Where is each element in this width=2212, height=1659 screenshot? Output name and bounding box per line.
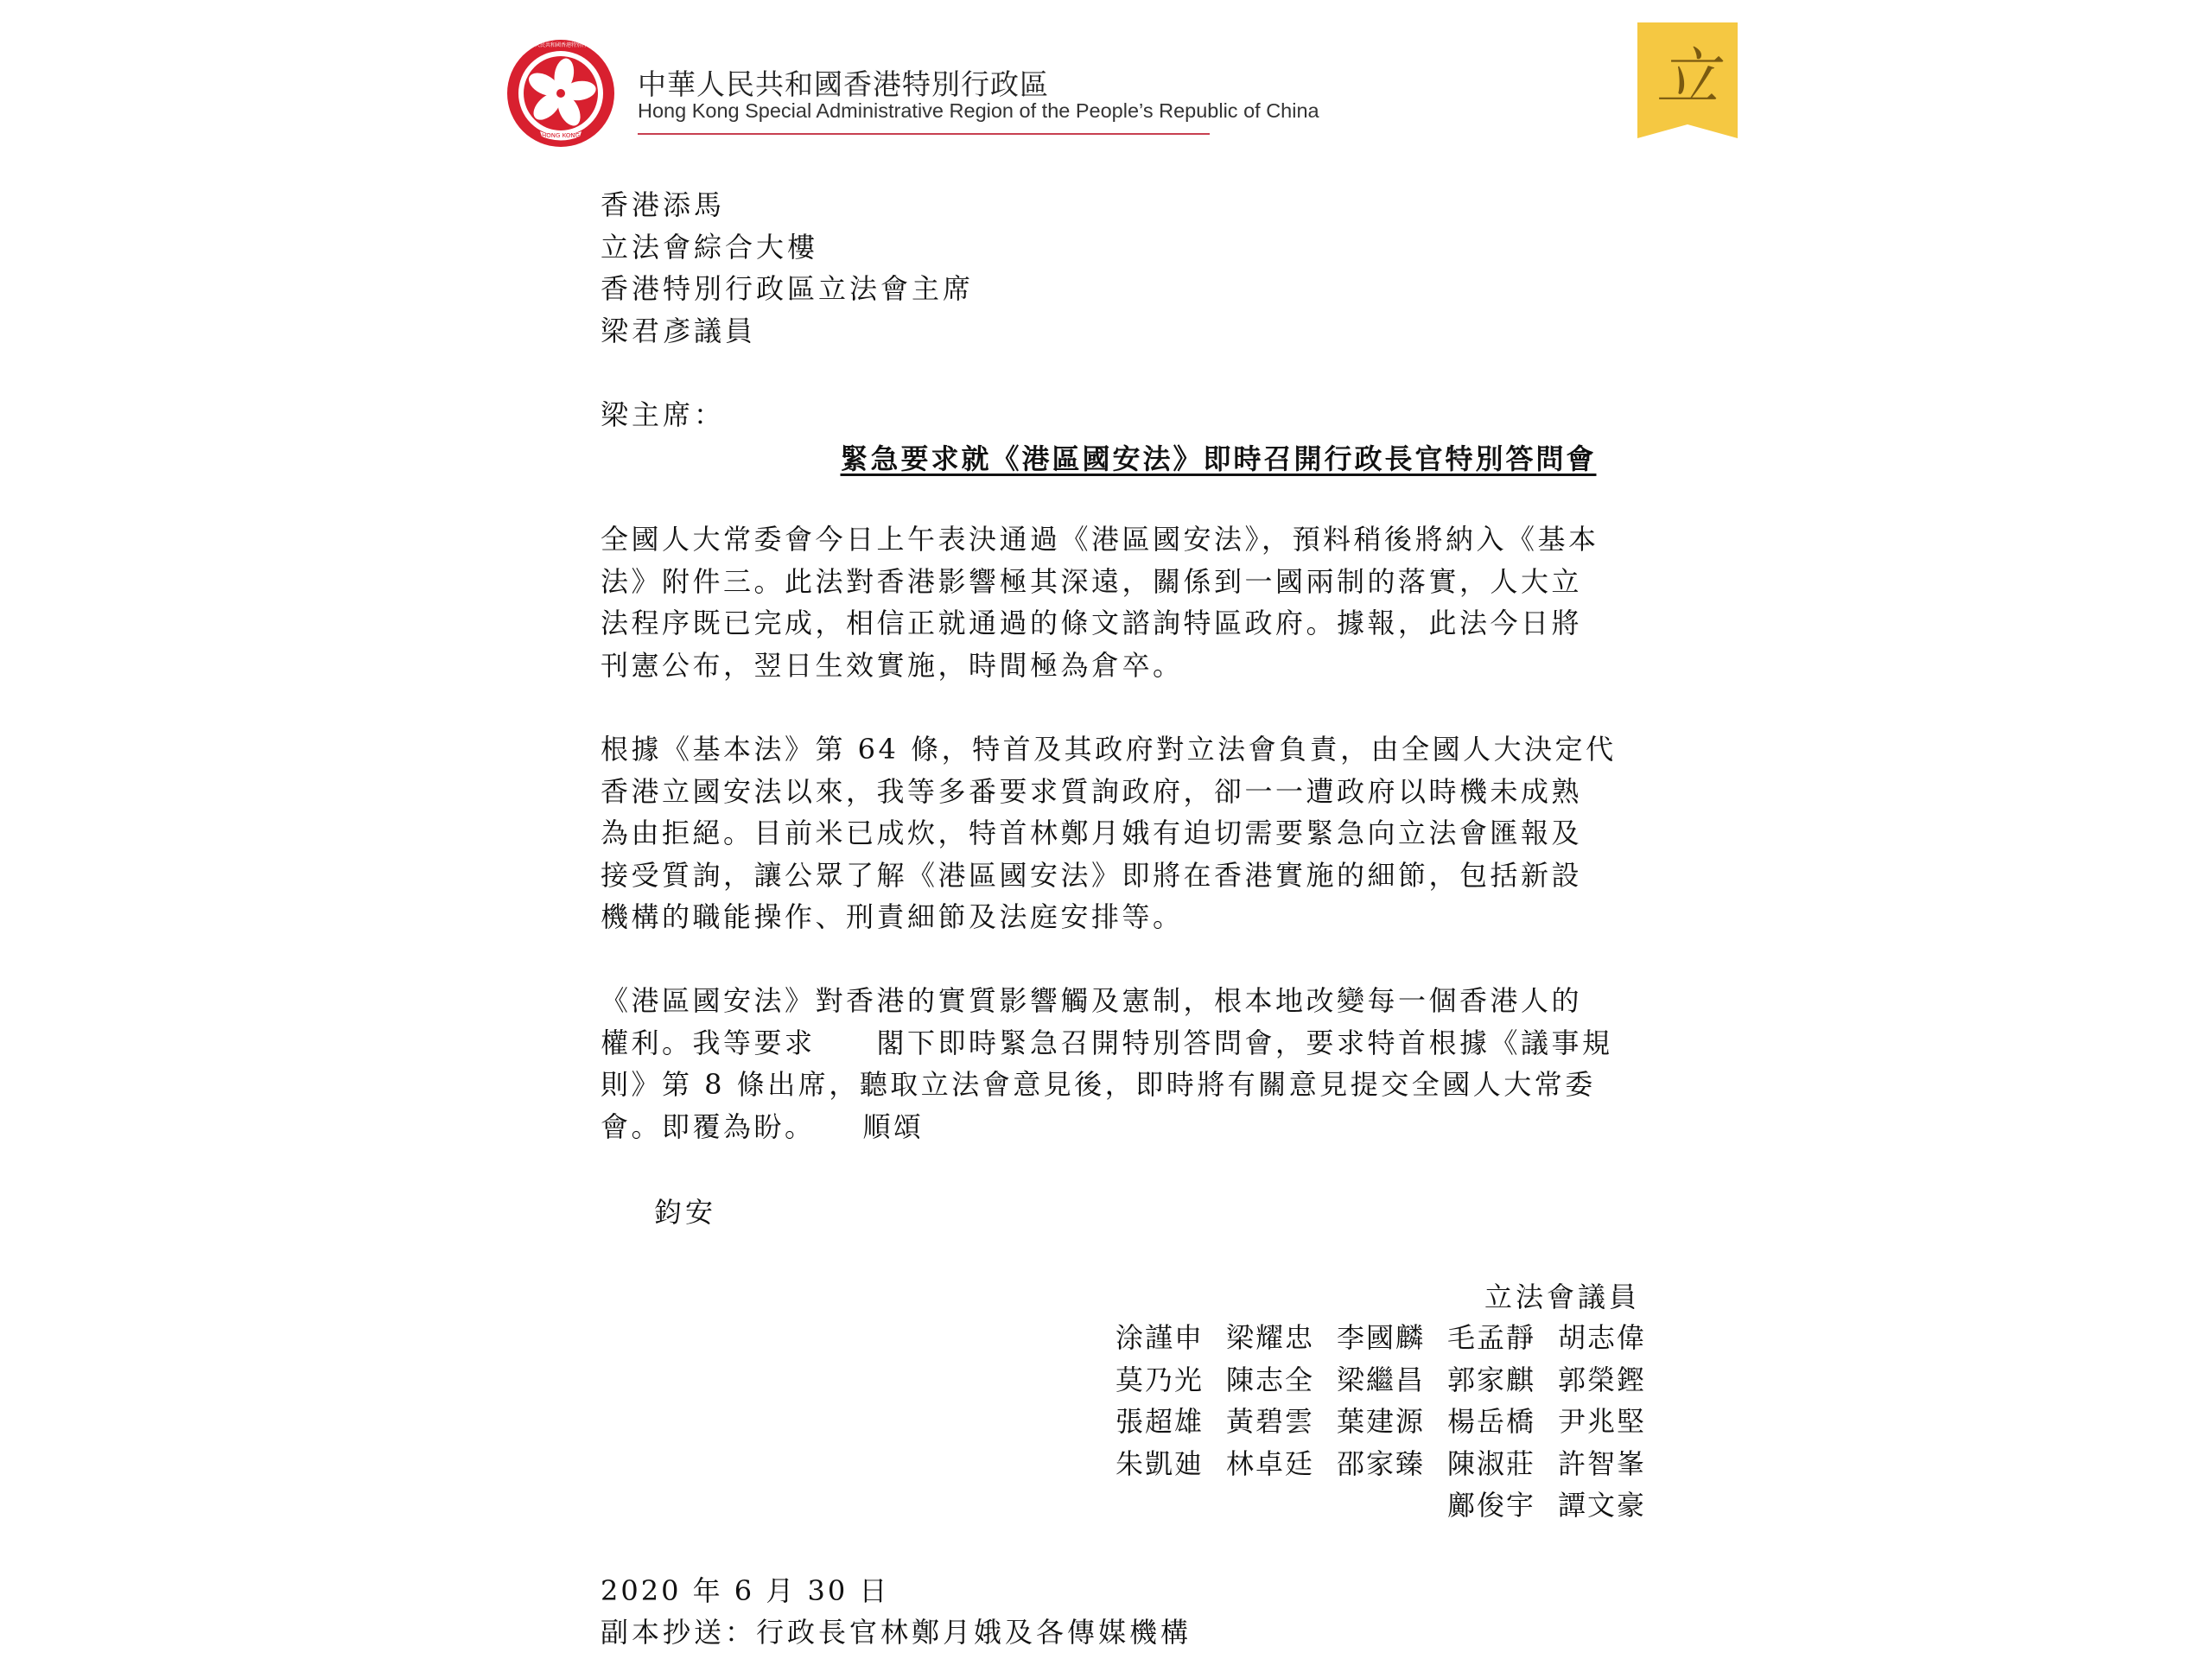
signatory-name: 李國麟 xyxy=(1336,1321,1425,1354)
body-line: 法程序既已完成，相信正就通過的條文諮詢特區政府。據報，此法今日將 xyxy=(601,607,1583,639)
address-line: 香港添馬 xyxy=(601,188,726,221)
body-line: 機構的職能操作、刑責細節及法庭安排等。 xyxy=(601,900,1184,933)
emblem-band-text: HONG KONG xyxy=(541,132,581,139)
signatory-name: 莫乃光 xyxy=(1115,1363,1204,1396)
signatory-row xyxy=(1093,1317,1646,1359)
recipient-address xyxy=(601,184,974,352)
subject-text: 緊急要求就《港區國安法》即時召開行政長官特別答問會 xyxy=(840,442,1597,475)
signatory-name: 陳志全 xyxy=(1225,1363,1314,1396)
body-line: 接受質詢，讓公眾了解《港區國安法》即將在香港實施的細節，包括新設 xyxy=(601,858,1583,892)
signatory-row xyxy=(1093,1443,1646,1485)
signatory-name: 尹兆堅 xyxy=(1557,1405,1646,1438)
closing-phrase: 鈞安 xyxy=(654,1196,717,1229)
signatory-name: 毛孟靜 xyxy=(1446,1321,1535,1354)
body-line: 全國人大常委會今日上午表決通過《港區國安法》，預料稍後將納入《基本 xyxy=(601,523,1599,556)
body-paragraph-2 xyxy=(601,728,1637,938)
signatory-name: 楊岳橋 xyxy=(1446,1405,1535,1438)
body-paragraph-1 xyxy=(601,518,1637,686)
body-line: 會。即覆為盼。 順頌 xyxy=(601,1109,925,1143)
legco-logo xyxy=(1637,22,1738,138)
signatory-name: 陳淑莊 xyxy=(1446,1446,1535,1480)
subject-line xyxy=(0,437,2212,477)
signatory-row xyxy=(1093,1484,1646,1527)
signatory-name: 鄺俊宇 xyxy=(1446,1489,1535,1522)
signatory-name: 梁耀忠 xyxy=(1225,1321,1314,1354)
signatory-name: 許智峯 xyxy=(1557,1446,1646,1480)
signatory-name: 胡志偉 xyxy=(1557,1321,1646,1354)
address-line: 香港特別行政區立法會主席 xyxy=(601,272,975,305)
letterhead-divider xyxy=(638,133,1210,135)
body-line: 根據《基本法》第 64 條，特首及其政府對立法會負責，由全國人大決定代 xyxy=(601,733,1617,766)
body-paragraph-3 xyxy=(601,980,1637,1147)
letter-date: 2020 年 6 月 30 日 xyxy=(601,1574,890,1607)
salutation: 梁主席： xyxy=(601,398,726,431)
signatory-name: 涂謹申 xyxy=(1115,1321,1204,1354)
signatory-title: 立法會議員 xyxy=(1484,1281,1640,1313)
emblem-ring-text: 中華人民共和國香港特別行政區 xyxy=(524,42,598,48)
signatory-name: 張超雄 xyxy=(1115,1405,1204,1438)
address-line: 梁君彥議員 xyxy=(601,314,757,347)
body-line: 權利。我等要求 閣下即時緊急召開特別答問會，要求特首根據《議事規 xyxy=(601,1026,1613,1059)
body-line: 則》第 8 條出席，聽取立法會意見後，即時將有關意見提交全國人大常委 xyxy=(601,1068,1596,1101)
signatory-name: 梁繼昌 xyxy=(1336,1363,1425,1396)
signatory-name: 譚文豪 xyxy=(1557,1489,1646,1522)
legco-logo-char: 立 xyxy=(1656,41,1719,113)
body-line: 法》附件三。此法對香港影響極其深遠，關係到一國兩制的落實，人大立 xyxy=(601,564,1583,598)
body-line: 香港立國安法以來，我等多番要求質詢政府，卻一一遭政府以時機未成熟 xyxy=(601,774,1583,808)
carbon-copy-line: 副本抄送：行政長官林鄭月娥及各傳媒機構 xyxy=(601,1616,1192,1649)
signatory-name: 朱凱廸 xyxy=(1115,1446,1204,1480)
letterhead-title-en: Hong Kong Special Administrative Region of the People’s Republic of China xyxy=(638,99,1319,122)
signatory-name: 郭榮鏗 xyxy=(1557,1363,1646,1396)
hksar-emblem xyxy=(505,38,616,149)
signatory-name: 葉建源 xyxy=(1336,1405,1425,1438)
signatory-name: 郭家麒 xyxy=(1446,1363,1535,1396)
signatory-list xyxy=(1093,1317,1646,1527)
address-line: 立法會綜合大樓 xyxy=(601,230,819,264)
body-line: 《港區國安法》對香港的實質影響觸及憲制，根本地改變每一個香港人的 xyxy=(601,984,1583,1017)
body-line: 刊憲公布，翌日生效實施，時間極為倉卒。 xyxy=(601,648,1184,682)
signatory-row xyxy=(1093,1359,1646,1402)
signatory-name: 林卓廷 xyxy=(1225,1446,1314,1480)
signatory-name: 黃碧雲 xyxy=(1225,1405,1314,1438)
signatory-row xyxy=(1093,1401,1646,1443)
letterhead-title-cn: 中華人民共和國香港特別行政區 xyxy=(638,67,1049,101)
body-line: 為由拒絕。目前米已成炊，特首林鄭月娥有迫切需要緊急向立法會匯報及 xyxy=(601,817,1583,849)
signatory-name: 邵家臻 xyxy=(1336,1446,1425,1480)
